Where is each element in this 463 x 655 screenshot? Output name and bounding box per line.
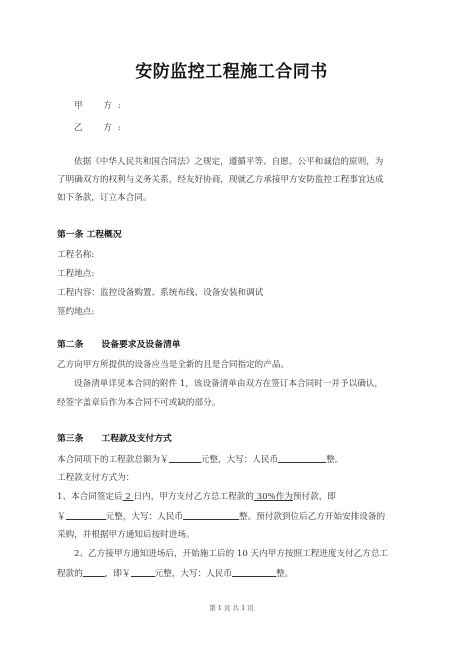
article-1-heading: 第一条 工程概况 (57, 230, 122, 240)
advance-amount-blank (66, 510, 106, 520)
payment-clause-1-text-d: 整。预付款到位后乙方开始安排设备的 (238, 512, 386, 522)
preamble-line-1: 依据《中华人民共和国合同法》之规定，遵循平等、自愿、公平和诚信的原则，为 (74, 157, 384, 167)
progress-amount-words-blank (232, 567, 276, 577)
article-3-name: 工程款及支付方式 (101, 434, 172, 444)
total-amount-suffix: 整。 (326, 455, 344, 465)
total-amount-label: 本合同项下的工程款总额为￥ (57, 455, 169, 465)
article-2-line-2: 设备清单详见本合同的附件 1，该设备清单由双方在签订本合同时一并予以确认， (74, 379, 383, 389)
article-2-heading (57, 339, 181, 351)
advance-percent-value: 30%作为 (253, 492, 293, 502)
payment-clause-1-text-b: 日内，甲方支付乙方总工程款的 (133, 492, 254, 502)
preamble-line-2: 了明确双方的权利与义务关系，经友好协商，现就乙方承接甲方安防监控工程事宜达成 (57, 175, 384, 185)
total-amount-words-label: 元整，大写：人民币 (200, 455, 279, 465)
total-amount-line (57, 453, 343, 466)
project-content-field: 工程内容：监控设备购置、系统布线、设备安装和调试 (57, 288, 264, 298)
total-amount-words-blank (278, 453, 326, 463)
article-3-heading (57, 433, 172, 445)
payment-clause-2-line-1: 2、乙方接甲方通知进场后，开始施工后的 10 天内甲方按照工程进度支付乙方总工 (74, 549, 389, 559)
article-2-name: 设备要求及设备清单 (101, 340, 181, 350)
progress-amount-words-label: 元整，大写：人民币 (154, 569, 232, 579)
page-number-footer: 第 1 页 共 1 页 (209, 604, 254, 612)
advance-amount-words-blank (183, 510, 239, 520)
payment-clause-1-line-1 (57, 491, 336, 503)
project-name-field: 工程名称: (57, 250, 95, 260)
party-a-label: 甲 方: (74, 101, 127, 111)
signing-place-field: 签约地点: (57, 307, 95, 317)
advance-days-value: 2 (122, 492, 134, 502)
progress-amount-blank (131, 567, 155, 577)
payment-clause-2-text-c: 整。 (275, 569, 294, 579)
payment-clause-2-text-a: 程款的 (57, 569, 83, 579)
payment-method-label: 工程款支付方式为： (57, 473, 135, 483)
contract-title: 安防监控工程施工合同书 (135, 62, 328, 82)
payment-clause-2-text-b: ，即￥ (104, 569, 131, 579)
payment-clause-1-line-3: 采购，并根据甲方通知后按时进场。 (57, 530, 195, 540)
party-b-label: 乙 方: (74, 123, 127, 133)
yen-sign: ￥ (57, 512, 66, 522)
payment-clause-1-text-a: 1、本合同签定后 (57, 492, 123, 502)
article-2-number: 第二条 (57, 340, 84, 350)
payment-clause-1-line-2 (57, 510, 385, 523)
progress-percent-blank (83, 567, 105, 577)
payment-clause-2-line-2 (57, 567, 293, 580)
total-amount-blank (169, 453, 201, 463)
project-location-field: 工程地点: (57, 269, 95, 279)
payment-clause-1-text-c: 预付款，即 (292, 492, 336, 502)
article-2-line-3: 经签字盖章后作为本合同不可或缺的部分。 (57, 398, 221, 408)
advance-amount-words-label: 元整，大写：人民币 (105, 512, 183, 522)
preamble-line-3: 如下条款，订立本合同。 (57, 193, 152, 203)
article-2-line-1: 乙方向甲方所提供的设备应当是全新的且是合同指定的产品。 (57, 360, 290, 370)
article-3-number: 第三条 (57, 434, 84, 444)
